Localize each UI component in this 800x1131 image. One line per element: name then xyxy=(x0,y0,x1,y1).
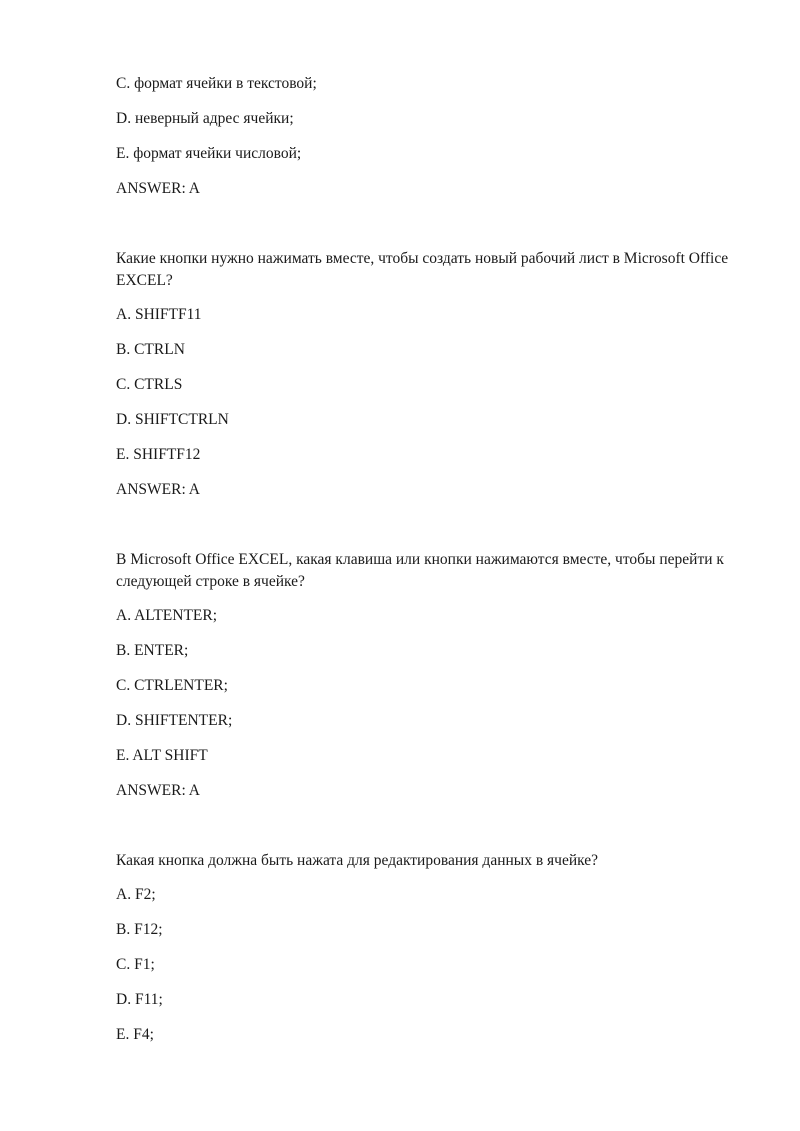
question-block xyxy=(116,549,746,801)
answer-option: E. формат ячейки числовой; xyxy=(116,145,302,162)
answer-option: A. SHIFTF11 xyxy=(116,306,202,323)
answer-option: C. F1; xyxy=(116,956,155,973)
answer-option: D. SHIFTCTRLN xyxy=(116,411,229,428)
answer-option: C. формат ячейки в текстовой; xyxy=(116,75,317,92)
answer-option: B. ENTER; xyxy=(116,642,189,659)
answer-option: A. ALTENTER; xyxy=(116,607,218,624)
answer-option: C. CTRLENTER; xyxy=(116,677,228,694)
correct-answer: ANSWER: A xyxy=(116,481,200,498)
answer-option: D. неверный адрес ячейки; xyxy=(116,110,294,127)
answer-option: D. SHIFTENTER; xyxy=(116,712,233,729)
answer-option: B. F12; xyxy=(116,921,163,938)
correct-answer: ANSWER: A xyxy=(116,180,200,197)
question-block-continued xyxy=(116,74,746,199)
answer-option: E. ALT SHIFT xyxy=(116,747,208,764)
question-text: Какие кнопки нужно нажимать вместе, чтобы создать новый рабочий лист в Microsoft Office EXCEL? xyxy=(116,250,729,289)
answer-option: E. F4; xyxy=(116,1026,154,1043)
answer-option: E. SHIFTF12 xyxy=(116,446,201,463)
block-spacer xyxy=(116,816,746,850)
question-block xyxy=(116,850,746,1045)
answer-option: D. F11; xyxy=(116,991,163,1008)
question-text: В Microsoft Office EXCEL, какая клавиша или кнопки нажимаются вместе, чтобы перейти к следующей строке в ячейке? xyxy=(116,551,724,590)
question-block xyxy=(116,248,746,500)
answer-option: A. F2; xyxy=(116,886,156,903)
answer-option: C. CTRLS xyxy=(116,376,183,393)
correct-answer: ANSWER: A xyxy=(116,782,200,799)
block-spacer xyxy=(116,214,746,248)
answer-option: B. CTRLN xyxy=(116,341,185,358)
question-text: Какая кнопка должна быть нажата для редактирования данных в ячейке? xyxy=(116,852,599,869)
block-spacer xyxy=(116,515,746,549)
document-content xyxy=(116,74,746,1060)
